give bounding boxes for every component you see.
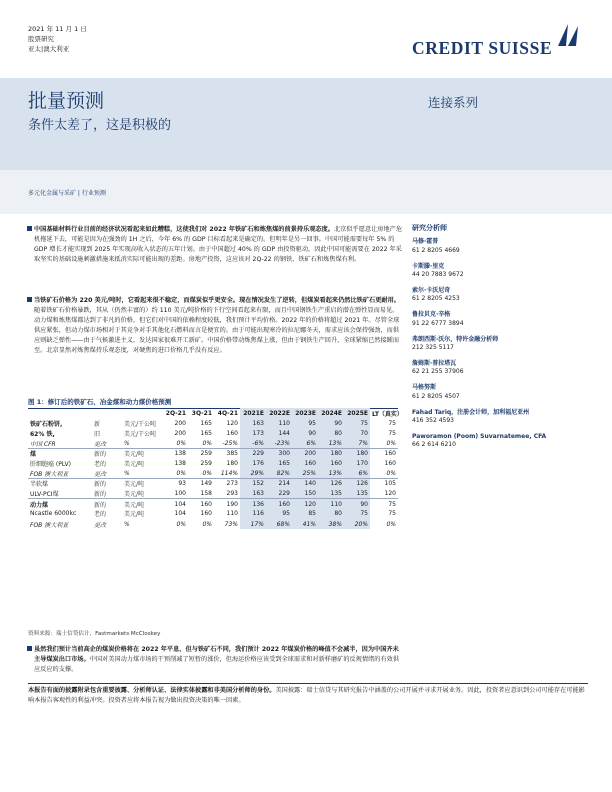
paragraph-3-body: 中国对美国动力煤市场的干预削减了短暂的涨价，但海运价格应该受到全球需求和对新样磨矿的反规情绪的有效供应反应的支撑。 xyxy=(34,656,400,673)
table-cell: 90 xyxy=(318,418,344,428)
figure-title: 图 1：修订后的铁矿石、冶金煤和动力煤价格预测 xyxy=(28,397,398,409)
analyst-name: Fahad Tariq，注册会计师，加利福尼亚州 xyxy=(412,408,530,416)
disclosure-lead: 本报告有面的披露附录包含重要披露、分析师认证、法律实体披露和非美国分析师的身份。 xyxy=(28,687,276,694)
row-label: 半软煤 xyxy=(28,479,92,489)
report-region: 亚太|澳大利亚 xyxy=(28,45,70,53)
bullet-icon xyxy=(27,646,32,651)
table-cell: 140 xyxy=(292,479,318,489)
table-cell: 160 xyxy=(318,458,344,468)
analyst-name: 弗朗西斯·沃尔，特许金融分析师 xyxy=(412,335,499,343)
analyst-entry xyxy=(412,263,592,280)
row-label: FOB 澳大利亚 xyxy=(30,470,69,478)
analyst-phone: 66 2 614 6210 xyxy=(412,441,456,449)
paragraph-2-lead: 当铁矿石价格为 220 美元/吨时，它看起来很不稳定，而煤炭似乎更安全。现在情况发生了逆转，但煤炭看起来仍然比铁矿石更耐用。 xyxy=(34,297,400,304)
paragraph-3 xyxy=(34,645,404,675)
row-label: 肝细胞癌 (PLV) xyxy=(30,461,71,469)
table-cell: 75 xyxy=(370,499,398,509)
row-version: 旧 xyxy=(94,430,101,438)
paragraph-1 xyxy=(34,225,404,265)
table-row xyxy=(28,458,398,468)
analyst-entry xyxy=(412,311,592,328)
row-version: 新 xyxy=(94,420,101,428)
row-label: ULV-PCI煤 xyxy=(30,491,59,499)
analyst-phone: 62 21 255 37906 xyxy=(412,368,464,376)
analyst-phone: 91 22 6777 3894 xyxy=(412,319,464,327)
row-unit: 美元/吨 xyxy=(124,491,145,499)
table-cell: 300 xyxy=(266,448,292,458)
table-cell: 273 xyxy=(214,479,240,489)
col-header: LT（真实） xyxy=(372,410,403,418)
table-cell: 0% xyxy=(386,469,396,477)
table-cell: 105 xyxy=(370,479,398,489)
table-cell: 163 xyxy=(240,489,266,499)
row-label: Ncastle 6000kc xyxy=(30,510,77,518)
table-cell: -6% xyxy=(240,438,266,448)
table-row xyxy=(28,519,398,529)
row-label: 铁矿石粉饼, xyxy=(30,420,63,428)
col-header: 2021E xyxy=(240,408,266,418)
table-cell: 190 xyxy=(214,499,240,509)
table-cell: 75 xyxy=(388,510,396,518)
table-cell: 114% xyxy=(220,469,238,477)
report-type: 股票研究 xyxy=(28,35,54,43)
table-cell: 0% xyxy=(202,469,212,477)
table-cell: 41% xyxy=(292,519,318,529)
table-cell: 0% xyxy=(202,439,212,447)
analyst-entry xyxy=(412,287,592,304)
table-cell: 100 xyxy=(174,490,186,498)
analyst-entry xyxy=(412,384,592,401)
row-label: 动力煤 xyxy=(28,499,92,509)
analyst-entry xyxy=(412,360,592,377)
table-cell: 0% xyxy=(176,469,186,477)
table-cell: 180 xyxy=(318,448,344,458)
table-cell: 0% xyxy=(202,520,212,528)
table-cell: 38% xyxy=(318,519,344,529)
table-cell: 160 xyxy=(266,499,292,509)
figure-source: 资料来源：瑞士信贷估计，Fastmarkets McCloskey xyxy=(28,631,161,637)
sidebar-heading: 研究分析师 xyxy=(412,224,447,232)
table-cell: 90 xyxy=(292,428,318,438)
row-unit: % xyxy=(124,520,130,528)
table-cell: 214 xyxy=(266,479,292,489)
analyst-name: 詹姆斯·普拉塔瓦 xyxy=(412,359,457,367)
table-body xyxy=(28,418,398,529)
row-label: 煤 xyxy=(28,448,92,458)
table-cell: 104 xyxy=(174,510,186,518)
row-version: 老的 xyxy=(94,461,107,469)
row-unit: % xyxy=(124,469,130,477)
table-cell: 126 xyxy=(344,479,370,489)
table-cell: 0% xyxy=(176,520,186,528)
row-unit: 美元/吨 xyxy=(124,461,145,469)
table-cell: 29% xyxy=(240,469,266,479)
table-cell: 293 xyxy=(226,490,238,498)
table-cell: 170 xyxy=(344,458,370,468)
table-cell: 120 xyxy=(292,499,318,509)
table-cell: 152 xyxy=(240,479,266,489)
table-cell: 200 xyxy=(292,448,318,458)
table-cell: 160 xyxy=(200,510,212,518)
report-meta xyxy=(28,24,87,54)
table-cell: 200 xyxy=(174,419,186,427)
col-header: 2Q-21 xyxy=(165,409,186,417)
table-row xyxy=(28,448,398,458)
row-version: 更改 xyxy=(94,470,107,478)
table-row xyxy=(28,438,398,448)
table-cell: -23% xyxy=(266,438,292,448)
col-header: 3Q-21 xyxy=(191,409,212,417)
table-cell: 20% xyxy=(344,519,370,529)
table-cell: 90 xyxy=(344,499,370,509)
analyst-phone: 61 2 8205 4669 xyxy=(412,246,460,254)
bullet-icon xyxy=(27,226,32,231)
table-cell: 7% xyxy=(344,438,370,448)
table-cell: 150 xyxy=(292,489,318,499)
analyst-name: 鲁拉贝克·辛格 xyxy=(412,311,451,319)
table-cell: 110 xyxy=(226,510,238,518)
page-subtitle: 条件太差了，这是积极的 xyxy=(28,118,172,133)
paragraph-2 xyxy=(34,296,404,356)
analyst-phone: 416 352 4593 xyxy=(412,417,454,424)
row-version: 更改 xyxy=(94,521,107,529)
table-cell: 200 xyxy=(174,429,186,437)
table-cell: 144 xyxy=(266,428,292,438)
table-cell: 165 xyxy=(200,429,212,437)
report-date: 2021 年 11 月 1 日 xyxy=(28,25,87,33)
paragraph-3-lead: 虽然我们预计当前高企的煤炭价格将在 2022 年平息，但与铁矿石不同，我们预计 2022 年煤炭价格的峰值不会减半，因为中国齐未主导煤炭出口市场。 xyxy=(34,646,399,663)
table-cell: 73% xyxy=(224,520,238,528)
analyst-entry xyxy=(412,409,592,426)
row-unit: 美元/吨 xyxy=(122,499,162,509)
table-cell: 75 xyxy=(344,418,370,428)
paragraph-1-body: 北京似乎愿意让房地产危机拖延下去，可能是因为在强劲的 1H 之后，今年 6% 的 GDP 目标看起来是确定的。但明年是另一回事。中国可能需要每年 5% 的 GDP 增长才能实现到 2025 年实现高收入状态的五年计划。由于中国超过 40% 的 GDP 由投资驱动，因此中国可能需要在 2022 年采取坚实的基础设施刺激措施来抵消实际可能出现的差距。房地产投资，这应该对 2Q-22 的钢铁、铁矿石和炼焦煤有利。 xyxy=(34,226,403,263)
analyst-name: 卡斯滕·里克 xyxy=(412,262,445,270)
row-label: 中国 CFR xyxy=(30,440,56,448)
table-cell: 160 xyxy=(384,460,396,468)
table-cell: 6% xyxy=(292,438,318,448)
table-cell: 120 xyxy=(384,490,396,498)
table-cell: 160 xyxy=(292,458,318,468)
table-cell: 85 xyxy=(292,509,318,519)
table-cell: 158 xyxy=(200,490,212,498)
col-header: 4Q-21 xyxy=(217,409,238,417)
table-cell: 13% xyxy=(318,438,344,448)
analyst-sidebar xyxy=(412,224,592,457)
table-cell: 75 xyxy=(344,509,370,519)
row-unit: % xyxy=(124,439,130,447)
paragraph-1-lead: 中国基础材料行业目前的经济状况看起来如此糟糕，这使我们对 2022 年铁矿石和炼焦煤的前景持乐观态度。 xyxy=(34,226,334,233)
table-cell: 126 xyxy=(318,479,344,489)
row-version: 老的 xyxy=(94,511,107,519)
analyst-name: Paworamon (Poom) Suvarnatemee, CFA xyxy=(412,432,547,440)
disclosure-body: 美国披露：瑞士信贷与其研究报告中涵盖的公司开展并寻求开展业务。因此，投资者应意识到公司可能存在可能影响本报告客观性的利益冲突。投资者应将本报告视为做出投资决策的唯一因素。 xyxy=(28,687,585,704)
table-cell: 176 xyxy=(240,458,266,468)
table-cell: 95 xyxy=(266,509,292,519)
credit-suisse-logo xyxy=(412,22,584,66)
table-cell: 160 xyxy=(188,499,214,509)
table-cell: 229 xyxy=(266,489,292,499)
table-cell: 180 xyxy=(226,460,238,468)
row-unit: 美元/干公吨 xyxy=(124,430,157,438)
table-cell: 138 xyxy=(174,460,186,468)
row-unit: 美元/吨 xyxy=(122,479,162,489)
table-cell: 0% xyxy=(386,520,396,528)
table-cell: 149 xyxy=(188,479,214,489)
brand-name: CREDIT SUISSE xyxy=(412,38,553,58)
table-cell: 75 xyxy=(388,429,396,437)
table-cell: -25% xyxy=(222,439,238,447)
row-unit: 美元/干公吨 xyxy=(124,420,157,428)
analyst-phone: 61 2 8205 4507 xyxy=(412,392,460,400)
table-cell: 0% xyxy=(386,439,396,447)
page-title: 批量预测 xyxy=(28,90,105,112)
price-forecast-table xyxy=(28,408,403,529)
disclosure-footer xyxy=(28,683,588,706)
table-cell: 135 xyxy=(344,489,370,499)
analyst-phone: 61 2 8205 4253 xyxy=(412,295,460,303)
col-header: 2022E xyxy=(266,408,292,418)
paragraph-2-body: 随着铁矿石价格暴跌，其从（仍然丰富的）约 110 美元/吨价格的下行空间看起来有限，而且中国钢铁生产重启的潜在弹性显而易见。动力煤和炼焦煤都达到了非凡的价格，但它们对中国的依赖程度较低，我们预计平均价格。2022 年的价格将超过 2021 年。尽管全球供应紧张，但动力煤市场相对于其竞争对手其他化石燃料而言是便宜的。由于可能出现寒冷的拉尼娜冬天，需求应该会保持强劲，而供应则缺乏弹性——由于气候激进主义，发达国家很难开工新矿。中国价格带动炼焦煤上涨，但由于钢铁生产回升，全球紧缩已然接踵而至。北京显然对炼焦煤持乐观态度，对硬焦的进口价格几乎没有反应。 xyxy=(34,307,400,354)
bullet-icon xyxy=(27,297,32,302)
table-cell: 13% xyxy=(318,469,344,479)
table-cell: 6% xyxy=(344,469,370,479)
analyst-name: 马修·霍普 xyxy=(412,238,439,246)
table-cell: 136 xyxy=(240,499,266,509)
table-cell: 80 xyxy=(318,509,344,519)
table-cell: 165 xyxy=(266,458,292,468)
table-cell: 75 xyxy=(388,419,396,427)
row-version: 新的 xyxy=(92,448,122,458)
col-header: 2025E xyxy=(344,408,370,418)
col-header: 2023E xyxy=(292,408,318,418)
table-cell: 68% xyxy=(266,519,292,529)
table-header-row xyxy=(28,408,398,418)
row-version: 新的 xyxy=(92,499,122,509)
table-cell: 259 xyxy=(188,448,214,458)
table-row xyxy=(28,418,398,428)
table-cell: 104 xyxy=(162,499,188,509)
analyst-entry xyxy=(412,433,592,450)
row-version: 新的 xyxy=(92,479,122,489)
table-cell: 110 xyxy=(318,499,344,509)
table-cell: 385 xyxy=(214,448,240,458)
analyst-list xyxy=(412,238,592,449)
sector-label: 多元化金属与采矿 | 行业预测 xyxy=(28,190,106,197)
table-cell: 70 xyxy=(344,428,370,438)
row-version: 新的 xyxy=(94,491,107,499)
table-cell: 116 xyxy=(240,509,266,519)
table-row xyxy=(28,428,398,438)
row-label: 62% 铁, xyxy=(30,430,55,438)
table-cell: 165 xyxy=(200,419,212,427)
table-cell: 180 xyxy=(344,448,370,458)
table-cell: 0% xyxy=(176,439,186,447)
analyst-phone: 212 325 5117 xyxy=(412,344,454,352)
row-version: 更改 xyxy=(94,440,107,448)
row-unit: 美元/吨 xyxy=(122,448,162,458)
table-row xyxy=(28,479,398,489)
series-label: 连接系列 xyxy=(428,95,479,110)
table-cell: 17% xyxy=(240,519,266,529)
table-row xyxy=(28,509,398,519)
table-cell: 173 xyxy=(240,428,266,438)
table-cell: 160 xyxy=(226,429,238,437)
analyst-name: 马格努斯 xyxy=(412,384,437,392)
table-cell: 82% xyxy=(266,469,292,479)
table-row xyxy=(28,499,398,509)
row-label: FOB 澳大利亚 xyxy=(30,521,69,529)
table-row xyxy=(28,489,398,499)
table-cell: 160 xyxy=(370,448,398,458)
table-cell: 25% xyxy=(292,469,318,479)
table-cell: 93 xyxy=(162,479,188,489)
table-row xyxy=(28,469,398,479)
table-cell: 138 xyxy=(162,448,188,458)
table-cell: 110 xyxy=(266,418,292,428)
table-cell: 135 xyxy=(318,489,344,499)
col-header: 2024E xyxy=(318,408,344,418)
table-cell: 163 xyxy=(240,418,266,428)
table-cell: 120 xyxy=(226,419,238,427)
analyst-entry xyxy=(412,336,592,353)
row-unit: 美元/吨 xyxy=(124,511,145,519)
table-cell: 80 xyxy=(318,428,344,438)
table-cell: 95 xyxy=(292,418,318,428)
table-cell: 259 xyxy=(200,460,212,468)
analyst-phone: 44 20 7883 9672 xyxy=(412,271,464,279)
analyst-name: 索尔·卡沃尼奇 xyxy=(412,287,451,295)
analyst-entry xyxy=(412,238,592,255)
table-cell: 229 xyxy=(240,448,266,458)
